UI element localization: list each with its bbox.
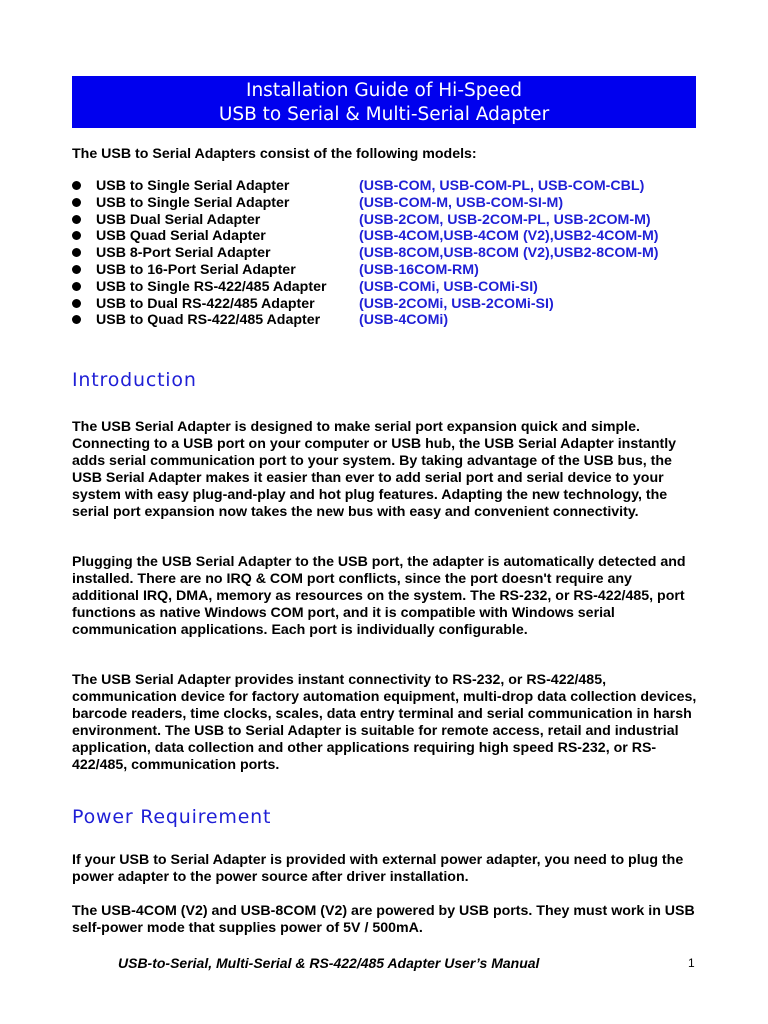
model-name: USB to 16-Port Serial Adapter xyxy=(96,261,296,278)
bullet-icon xyxy=(72,282,81,291)
footer-manual-title: USB-to-Serial, Multi-Serial & RS-422/485 Adapter User’s Manual xyxy=(118,955,540,971)
list-item xyxy=(72,245,712,262)
power-requirement-heading: Power Requirement xyxy=(72,806,272,828)
model-name: USB to Dual RS-422/485 Adapter xyxy=(96,295,315,312)
bullet-icon xyxy=(72,299,81,308)
bullet-icon xyxy=(72,315,81,324)
model-name: USB 8-Port Serial Adapter xyxy=(96,245,271,262)
model-codes: (USB-4COMi) xyxy=(359,312,449,329)
bullet-icon xyxy=(72,198,81,207)
model-codes: (USB-COM, USB-COM-PL, USB-COM-CBL) xyxy=(359,178,645,194)
bullet-icon xyxy=(72,215,81,224)
model-codes: (USB-COM-M, USB-COM-SI-M) xyxy=(359,194,564,211)
models-list xyxy=(72,178,712,329)
bullet-icon xyxy=(72,181,81,190)
model-name: USB to Single Serial Adapter xyxy=(96,194,290,211)
model-codes: (USB-2COMi, USB-2COMi-SI) xyxy=(359,295,554,312)
bullet-icon xyxy=(72,248,81,257)
model-codes: (USB-2COM, USB-2COM-PL, USB-2COM-M) xyxy=(359,211,651,228)
model-codes: (USB-COMi, USB-COMi-SI) xyxy=(359,278,538,295)
model-name: USB to Quad RS-422/485 Adapter xyxy=(96,312,321,329)
model-name: USB Quad Serial Adapter xyxy=(96,228,266,245)
power-paragraph-1: If your USB to Serial Adapter is provided with external power adapter, you need to plug the power adapter to the power source after driver installation. xyxy=(72,852,684,885)
model-codes: (USB-8COM,USB-8COM (V2),USB2-8COM-M) xyxy=(359,245,659,262)
introduction-paragraph-1: The USB Serial Adapter is designed to make serial port expansion quick and simple. Connecting to a USB port on your computer or USB hub, the USB Serial Adapter instantly adds serial communication port to your system. By taking advantage of the USB bus, the USB Serial Adapter makes it easier than ever to add serial port and serial device to your system with easy plug-and-play and hot plug features. Adapting the new technology, the serial port expansion now takes the new bus with easy and convenient connectivity. xyxy=(72,419,677,520)
power-paragraph-2: The USB-4COM (V2) and USB-8COM (V2) are powered by USB ports. They must work in USB self-power mode that supplies power of 5V / 500mA. xyxy=(72,903,695,936)
list-item xyxy=(72,178,712,195)
introduction-paragraph-2: Plugging the USB Serial Adapter to the USB port, the adapter is automatically detected and installed. There are no IRQ & COM port conflicts, since the port doesn't require any additional IRQ, DMA, memory as resources on the system. The RS-232, or RS-422/485, port functions as native Windows COM port, and it is compatible with Windows serial communication applications. Each port is individually configurable. xyxy=(72,554,686,638)
introduction-paragraph-3: The USB Serial Adapter provides instant connectivity to RS-232, or RS-422/485, communication device for factory automation equipment, multi-drop data collection devices, barcode readers, time clocks, scales, data entry terminal and serial communication in harsh environment. The USB to Serial Adapter is suitable for remote access, retail and industrial application, data collection and other applications requiring high speed RS-232, or RS-422/485, communication ports. xyxy=(72,672,697,773)
model-name: USB to Single Serial Adapter xyxy=(96,178,290,194)
introduction-heading: Introduction xyxy=(72,369,197,391)
list-item xyxy=(72,296,712,313)
title-line-2: USB to Serial & Multi-Serial Adapter xyxy=(218,104,550,125)
models-intro: The USB to Serial Adapters consist of the following models: xyxy=(72,146,477,162)
list-item xyxy=(72,262,712,279)
page-number: 1 xyxy=(688,956,695,970)
model-codes: (USB-16COM-RM) xyxy=(359,261,479,278)
model-name: USB Dual Serial Adapter xyxy=(96,211,261,228)
model-name: USB to Single RS-422/485 Adapter xyxy=(96,278,327,295)
list-item xyxy=(72,195,712,212)
list-item xyxy=(72,279,712,296)
list-item xyxy=(72,212,712,229)
title-line-1: Installation Guide of Hi-Speed xyxy=(246,80,522,101)
model-codes: (USB-4COM,USB-4COM (V2),USB2-4COM-M) xyxy=(359,228,659,245)
bullet-icon xyxy=(72,231,81,240)
bullet-icon xyxy=(72,265,81,274)
document-title-banner xyxy=(72,76,696,128)
list-item xyxy=(72,312,712,329)
list-item xyxy=(72,228,712,245)
